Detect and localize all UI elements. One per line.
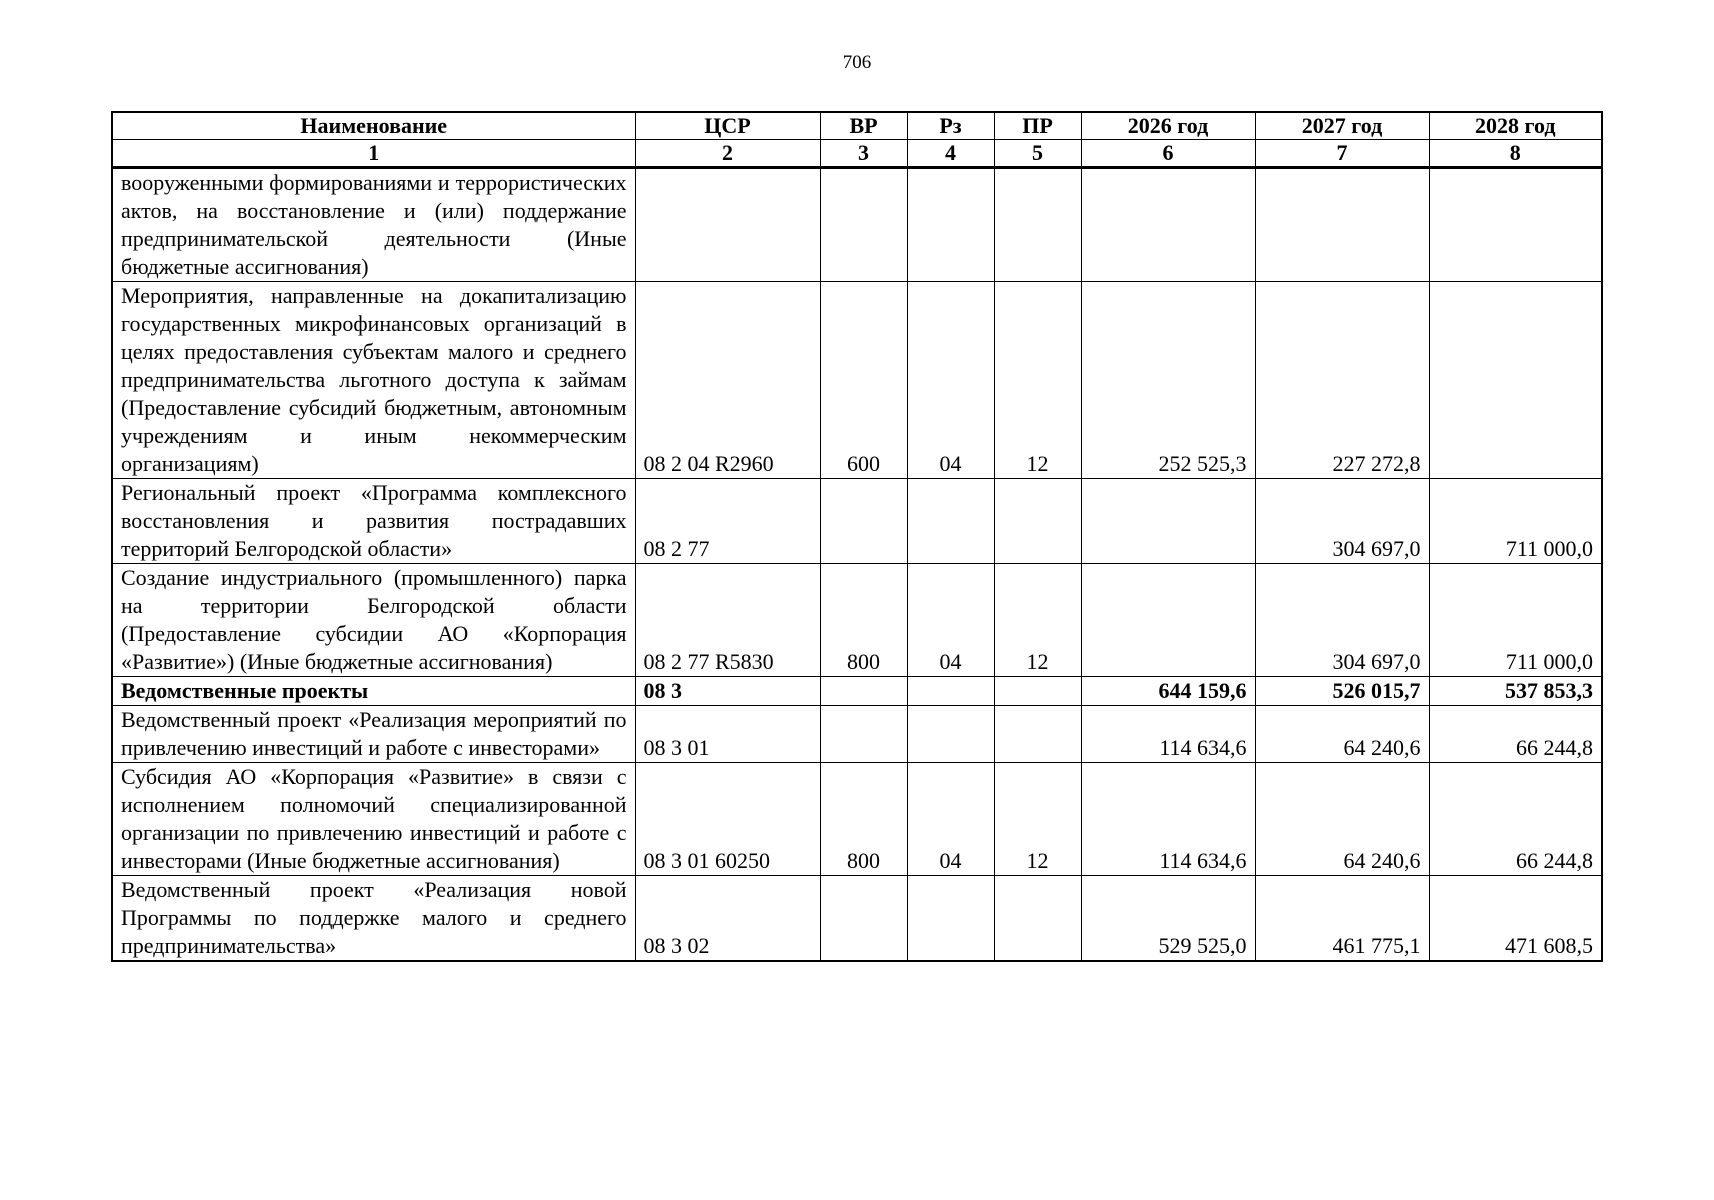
row-2028: [1429, 282, 1602, 479]
row-2026: [1081, 168, 1255, 282]
row-2027: 227 272,8: [1255, 282, 1429, 479]
row-2028: 711 000,0: [1429, 564, 1602, 677]
row-vr: [820, 677, 907, 706]
row-pr: 12: [994, 564, 1081, 677]
row-vr: 600: [820, 282, 907, 479]
row-name: Мероприятия, направленные на докапитализацию государственных микрофинансовых организаций в целях предоставления субъектам малого и среднего предпринимательства льготного доступа к займам (Предоставление субсидий бюджетным, автономным учреждениям и иным некоммерческим организациям): [112, 282, 635, 479]
row-pr: 12: [994, 763, 1081, 876]
table-row: [112, 876, 1602, 962]
row-vr: [820, 876, 907, 962]
row-2027: 526 015,7: [1255, 677, 1429, 706]
budget-table: [111, 111, 1603, 962]
page-number: 706: [842, 52, 872, 73]
row-pr: [994, 876, 1081, 962]
header-csr: ЦСР: [635, 112, 820, 140]
row-csr: 08 3 02: [635, 876, 820, 962]
table-row: [112, 282, 1602, 479]
column-number: 7: [1255, 140, 1429, 168]
row-pr: [994, 677, 1081, 706]
row-rz: [907, 876, 994, 962]
row-csr: 08 2 77 R5830: [635, 564, 820, 677]
header-2027: 2027 год: [1255, 112, 1429, 140]
column-number: 3: [820, 140, 907, 168]
header-rz: Рз: [907, 112, 994, 140]
row-pr: [994, 706, 1081, 763]
row-pr: 12: [994, 282, 1081, 479]
row-2028: [1429, 168, 1602, 282]
row-2026: 252 525,3: [1081, 282, 1255, 479]
table-row: [112, 763, 1602, 876]
header-name: Наименование: [112, 112, 635, 140]
row-csr: [635, 168, 820, 282]
row-2027: 461 775,1: [1255, 876, 1429, 962]
row-2026: 114 634,6: [1081, 706, 1255, 763]
row-csr: 08 2 77: [635, 479, 820, 564]
row-vr: [820, 479, 907, 564]
header-vr: ВР: [820, 112, 907, 140]
row-name: Создание индустриального (промышленного) парка на территории Белгородской области (Предоставление субсидии АО «Корпорация «Развитие») (Иные бюджетные ассигнования): [112, 564, 635, 677]
column-number: 5: [994, 140, 1081, 168]
row-vr: [820, 706, 907, 763]
table-row: [112, 564, 1602, 677]
column-number: 4: [907, 140, 994, 168]
row-vr: [820, 168, 907, 282]
row-2026: [1081, 479, 1255, 564]
row-pr: [994, 479, 1081, 564]
row-2028: 66 244,8: [1429, 763, 1602, 876]
row-name: вооруженными формированиями и террористических актов, на восстановление и (или) поддержание предпринимательской деятельности (Иные бюджетные ассигнования): [112, 168, 635, 282]
row-name: Субсидия АО «Корпорация «Развитие» в связи с исполнением полномочий специализированной организации по привлечению инвестиций и работе с инвесторами (Иные бюджетные ассигнования): [112, 763, 635, 876]
row-2028: 471 608,5: [1429, 876, 1602, 962]
row-2027: 64 240,6: [1255, 763, 1429, 876]
row-csr: 08 3 01: [635, 706, 820, 763]
header-row: [112, 112, 1602, 140]
row-vr: 800: [820, 763, 907, 876]
row-csr: 08 3 01 60250: [635, 763, 820, 876]
table-row: [112, 168, 1602, 282]
row-name: Ведомственный проект «Реализация мероприятий по привлечению инвестиций и работе с инвесторами»: [112, 706, 635, 763]
header-pr: ПР: [994, 112, 1081, 140]
table-row: [112, 479, 1602, 564]
row-2026: 114 634,6: [1081, 763, 1255, 876]
column-number-row: [112, 140, 1602, 168]
row-2027: [1255, 168, 1429, 282]
table-row: [112, 706, 1602, 763]
row-2028: 537 853,3: [1429, 677, 1602, 706]
header-2026: 2026 год: [1081, 112, 1255, 140]
row-2026: 644 159,6: [1081, 677, 1255, 706]
column-number: 1: [112, 140, 635, 168]
row-2028: 66 244,8: [1429, 706, 1602, 763]
row-2027: 304 697,0: [1255, 564, 1429, 677]
row-pr: [994, 168, 1081, 282]
row-rz: [907, 677, 994, 706]
row-rz: 04: [907, 763, 994, 876]
row-rz: 04: [907, 564, 994, 677]
row-name: Ведомственные проекты: [112, 677, 635, 706]
column-number: 8: [1429, 140, 1602, 168]
column-number: 2: [635, 140, 820, 168]
header-2028: 2028 год: [1429, 112, 1602, 140]
row-2026: 529 525,0: [1081, 876, 1255, 962]
row-2027: 304 697,0: [1255, 479, 1429, 564]
row-rz: [907, 168, 994, 282]
table-row-section-total: [112, 677, 1602, 706]
row-2028: 711 000,0: [1429, 479, 1602, 564]
row-2026: [1081, 564, 1255, 677]
row-name: Ведомственный проект «Реализация новой Программы по поддержке малого и среднего предпринимательства»: [112, 876, 635, 962]
row-rz: [907, 479, 994, 564]
row-vr: 800: [820, 564, 907, 677]
row-name: Региональный проект «Программа комплексного восстановления и развития пострадавших территорий Белгородской области»: [112, 479, 635, 564]
row-csr: 08 3: [635, 677, 820, 706]
row-csr: 08 2 04 R2960: [635, 282, 820, 479]
row-2027: 64 240,6: [1255, 706, 1429, 763]
row-rz: [907, 706, 994, 763]
row-rz: 04: [907, 282, 994, 479]
column-number: 6: [1081, 140, 1255, 168]
